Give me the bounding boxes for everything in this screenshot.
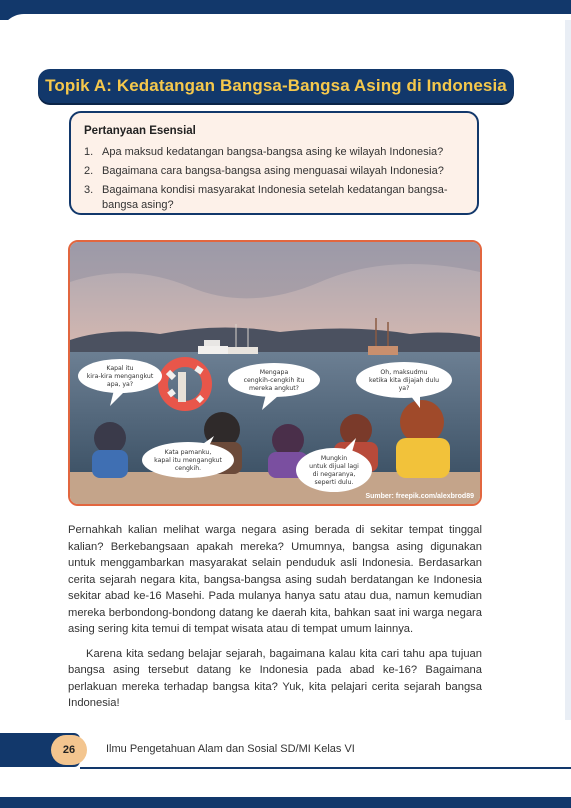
- bubble-line: kapal itu mengangkut: [154, 457, 222, 464]
- footer-line: [80, 767, 571, 769]
- question-number: 1.: [84, 146, 94, 158]
- image-source: Sumber: freepik.com/alexbrod89: [365, 493, 474, 500]
- bubble-line: Kapal itu: [106, 365, 134, 372]
- bubble-line: Mengapa: [259, 369, 289, 376]
- bubble-line: cengkih.: [174, 465, 202, 472]
- question-list: [84, 145, 466, 217]
- bubble-line: kira-kira mengangkut: [86, 373, 154, 380]
- question-text: Bagaimana kondisi masyarakat Indonesia setelah kedatangan bangsa-bangsa asing?: [102, 184, 448, 211]
- paragraph: Pernahkah kalian melihat warga negara asing berada di sekitar tempat tinggal kalian? Berkebangsaan apakah mereka? Umumnya, bangsa asing digunakan untuk menggambarkan masyarakat selain penduduk asli Indonesia. Berdasarkan cerita sejarah negara kita, bangsa-bangsa asing sudah berdatangan ke Indonesia sekitar abad ke-16 Masehi. Pada mulanya hanya satu atau dua, namun kemudian mereka berbondong-bondong datang ke daerah kita, bahkan saat ini warga negara asing sering kita temui di tempat wisata atau di tempat umum lainnya.: [68, 524, 482, 635]
- essential-questions-box: [69, 111, 479, 215]
- body-text: [68, 522, 482, 720]
- bubble-line: Kata pamanku,: [164, 449, 212, 456]
- question-item: [84, 145, 466, 160]
- bubble-line: ya?: [398, 385, 410, 392]
- bubble-line: Oh, maksudmu: [380, 369, 428, 376]
- paragraph: Karena kita sedang belajar sejarah, bagaimana kalau kita cari tahu apa tujuan bangsa asing tersebut datang ke Indonesia pada abad ke-16? Bagaimana perlakuan mereka terhadap bangsa kita? Yuk, kita pelajari cerita sejarah bangsa Indonesia!: [68, 647, 482, 709]
- bubble-line: Mungkin: [320, 455, 348, 462]
- question-item: [84, 183, 466, 213]
- harbor-scene: [70, 242, 480, 504]
- bubble-line: ketika kita dijajah dulu: [368, 377, 440, 384]
- question-number: 2.: [84, 165, 94, 177]
- topic-banner: [38, 69, 514, 103]
- question-item: [84, 164, 466, 179]
- top-band-curve: [0, 14, 571, 38]
- bottom-band: [0, 797, 571, 808]
- harbor-illustration: [68, 240, 482, 506]
- question-text: Bagaimana cara bangsa-bangsa asing menguasai wilayah Indonesia?: [102, 165, 444, 177]
- page-number: 26: [51, 735, 87, 765]
- bubble-line: cengkih-cengkih itu: [243, 377, 305, 384]
- side-strip: [565, 20, 571, 720]
- topic-title: Topik A: Kedatangan Bangsa-Bangsa Asing di Indonesia: [45, 76, 507, 95]
- bubble-line: seperti dulu.: [314, 479, 354, 486]
- question-text: Apa maksud kedatangan bangsa-bangsa asing ke wilayah Indonesia?: [102, 146, 444, 158]
- bubble-line: di negaranya,: [312, 471, 356, 478]
- bubble-line: apa, ya?: [106, 381, 134, 388]
- essential-questions-title: Pertanyaan Esensial: [84, 125, 196, 137]
- bubble-line: untuk dijual lagi: [309, 463, 359, 470]
- bubble-line: mereka angkut?: [249, 385, 299, 392]
- question-number: 3.: [84, 184, 94, 196]
- book-title: Ilmu Pengetahuan Alam dan Sosial SD/MI Kelas VI: [106, 743, 355, 755]
